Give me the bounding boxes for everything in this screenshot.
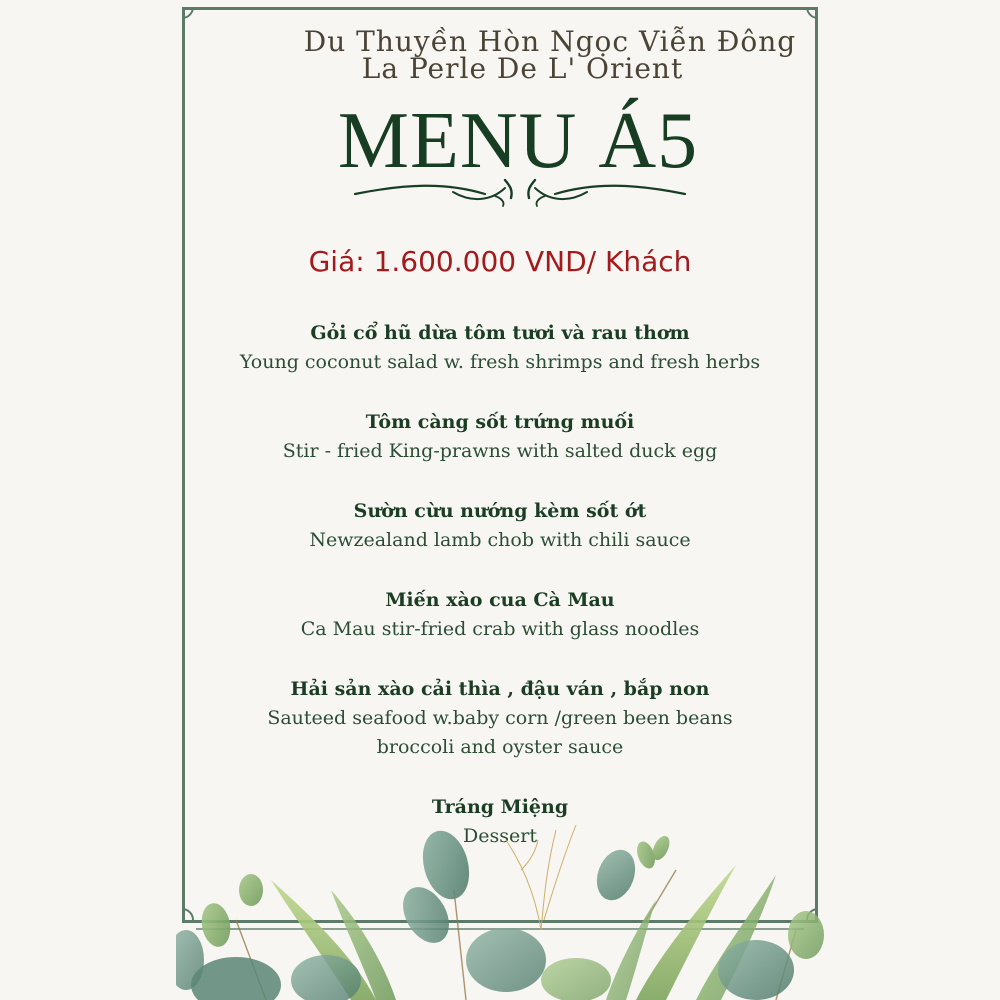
menu-item [182, 407, 818, 466]
dish-name-vietnamese: Tôm càng sốt trứng muối [365, 411, 635, 433]
menu-item [182, 496, 818, 555]
menu-list [182, 318, 818, 881]
dish-name-english: Stir - fried King-prawns with salted duck egg [282, 440, 718, 462]
menu-item [182, 318, 818, 377]
dish-name-vietnamese: Sườn cừu nướng kèm sốt ớt [353, 500, 647, 522]
dish-name-english: Young coconut salad w. fresh shrimps and fresh herbs [239, 351, 761, 373]
menu-item [182, 585, 818, 644]
menu-item [182, 674, 818, 762]
vessel-name-french: La Perle De L' Orient [361, 52, 684, 85]
dish-name-vietnamese: Hải sản xào cải thìa , đậu ván , bắp non [290, 678, 710, 700]
eucalyptus-leaves-illustration-icon [176, 810, 824, 1000]
dish-name-english-line2: broccoli and oyster sauce [376, 736, 624, 758]
menu-title: MENU Á5 [337, 97, 699, 185]
dish-name-vietnamese: Tráng Miệng [431, 796, 569, 818]
dish-name-english: Dessert [463, 825, 537, 847]
price-per-guest: Giá: 1.600.000 VND/ Khách [308, 245, 692, 278]
dish-name-english: Sauteed seafood w.baby corn /green been beans [267, 707, 733, 729]
flourish-divider-icon [345, 172, 695, 208]
dish-name-vietnamese: Gỏi cổ hũ dừa tôm tươi và rau thơm [310, 322, 690, 344]
vessel-name-vietnamese: Du Thuyền Hòn Ngọc Viễn Đông [303, 25, 797, 58]
frame-corner-ornament [806, 0, 830, 19]
dish-name-english: Newzealand lamb chob with chili sauce [309, 529, 691, 551]
dish-name-vietnamese: Miến xào cua Cà Mau [385, 589, 615, 611]
dish-name-english: Ca Mau stir-fried crab with glass noodles [300, 618, 700, 640]
